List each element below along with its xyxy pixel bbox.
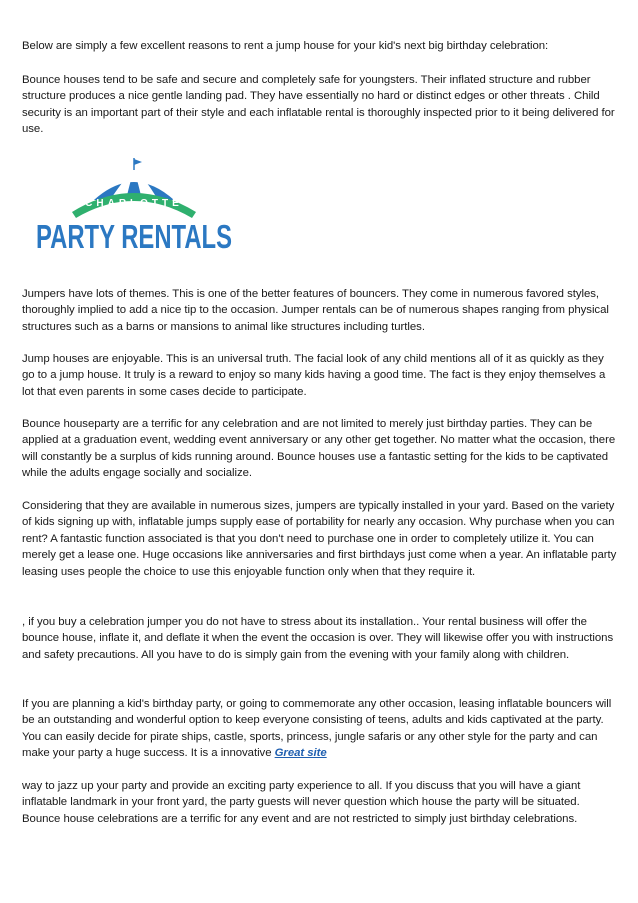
paragraph-planning: [22, 696, 618, 762]
paragraph-intro: Below are simply a few excellent reasons to rent a jump house for your kid's next big birthday celebration:: [22, 40, 549, 52]
paragraph-safety: Bounce houses tend to be safe and secure and completely safe for youngsters. Their inflated structure and rubber structure produces a nice gentle landing pad. They have essentially no hard or distinct edges or other threats . Child security is an important part of their style and each inflatable rental is thoroughly inspected prior to it being delivered for use.: [22, 74, 615, 136]
paragraph-jazz: way to jazz up your party and provide an exciting party experience to all. If you discuss that you will have a giant inflatable landmark in your front yard, the party guests will never question which house the party will be situated. Bounce house celebrations are a terrific for any event and are not restricted to simply just birthday celebrations.: [22, 780, 581, 825]
paragraph-sizes: Considering that they are available in numerous sizes, jumpers are typically installed in your yard. Based on the variety of kids signing up with, inflatable jumps supply ease of portability for nearly any occasion. Why purchase when you can rent? A fantastic function associated is that you don't need to purchase one in order to completely utilize it. You can merely get a lease one. Huge occasions like anniversaries and first birthdays just come when a year. An inflatable party leasing uses people the choice to use this enjoyable function only when that they require it.: [22, 500, 617, 578]
great-site-link[interactable]: Great site: [274, 747, 327, 760]
party-rentals-logo: [34, 156, 234, 266]
paragraph-celebration: Bounce houseparty are a terrific for any celebration and are not limited to merely just birthday parties. They can be applied at a graduation event, wedding event anniversary or any other get together. No matter what the occasion, there will constantly be a surplus of kids running around. Bounce houses use a fantastic setting for the kids to be captivated while the adults engage socially and socialize.: [22, 418, 616, 480]
paragraph-themes: Jumpers have lots of themes. This is one of the better features of bouncers. They come in numerous favored styles, thoroughly implied to add a nice tip to the occasion. Jumper rentals can be of numerous shapes ranging from physical structures such as a barns or mansions to animal like structures including turtles.: [22, 288, 609, 333]
paragraph-enjoyable: Jump houses are enjoyable. This is an universal truth. The facial look of any child mentions all of it as quickly as they go to a jump house. It truly is a reward to enjoy so many kids having a good time. The fact is they enjoy themselves a lot that even parents in some cases decide to participate.: [22, 353, 606, 398]
logo-top-text: CHARLOTTE: [85, 198, 183, 209]
paragraph-installation: , if you buy a celebration jumper you do not have to stress about its installation.. Your rental business will offer the bounce house, inflate it, and deflate it when the event the occasion is over. They will likewise offer you with instructions and safety precautions. All you have to do is simply gain from the evening with your family along with children.: [22, 616, 614, 661]
logo-main-text: PARTY RENTALS: [36, 218, 232, 255]
paragraph-planning-text: If you are planning a kid's birthday party, or going to commemorate any other occasion, leasing inflatable bouncers will be an outstanding and wonderful option to keep everyone consisting of teens, adults and kids captivated at the party. You can easily decide for pirate ships, castle, sports, princess, jungle safaris or any other style for the party and can make your party a huge success. It is a innovative: [22, 698, 612, 760]
